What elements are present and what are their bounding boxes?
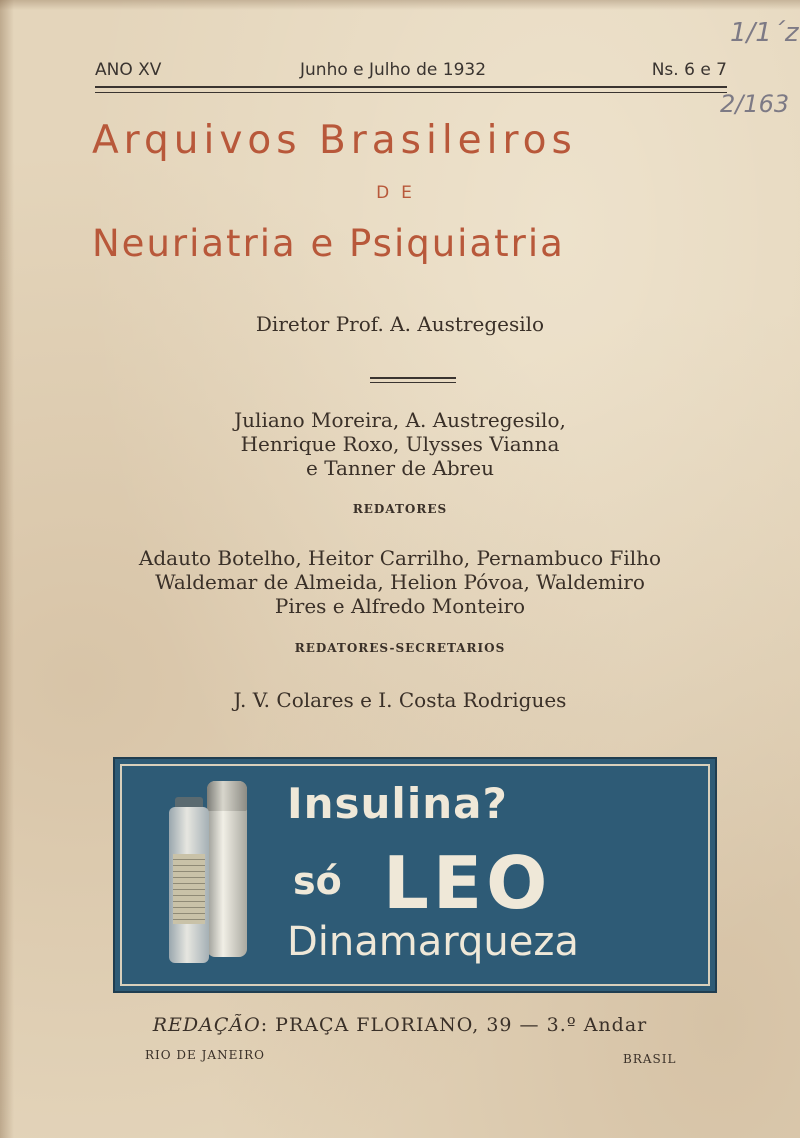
redatores-line: Adauto Botelho, Heitor Carrilho, Pernambuco Filho bbox=[138, 546, 662, 570]
address-label: REDAÇÃO bbox=[152, 1014, 261, 1036]
volume-label: ANO XV bbox=[95, 60, 162, 80]
insulin-vial-label bbox=[173, 854, 205, 924]
footer-country: BRASIL bbox=[623, 1052, 677, 1066]
director-line: Diretor Prof. A. Austregesilo bbox=[255, 312, 545, 336]
paper-top-shadow bbox=[0, 0, 800, 10]
ad-origin: Dinamarqueza bbox=[287, 919, 579, 965]
issue-header bbox=[95, 60, 727, 86]
issue-date: Junho e Julho de 1932 bbox=[300, 60, 487, 80]
journal-title-line1: Arquivos Brasileiros bbox=[92, 118, 577, 163]
editors-line: Juliano Moreira, A. Austregesilo, bbox=[234, 408, 566, 432]
editorial-address bbox=[0, 1014, 800, 1036]
redatores-heading: REDATORES bbox=[352, 502, 448, 516]
journal-title-line2: Neuriatria e Psiquiatria bbox=[92, 222, 565, 265]
ad-so-text: só bbox=[293, 859, 342, 903]
section-divider bbox=[370, 377, 456, 383]
address-text: : PRAÇA FLORIANO, 39 — 3.º Andar bbox=[260, 1014, 648, 1036]
redatores-line: Waldemar de Almeida, Helion Póvoa, Waldemiro bbox=[155, 570, 645, 594]
handwritten-annotation-top: 1/1´z bbox=[730, 18, 799, 48]
secretarios-heading: REDATORES-SECRETARIOS bbox=[294, 641, 506, 655]
redatores-block bbox=[0, 546, 800, 618]
journal-title-connector: DE bbox=[376, 183, 424, 203]
redatores-line: Pires e Alfredo Monteiro bbox=[274, 594, 526, 618]
issue-numbers: Ns. 6 e 7 bbox=[651, 60, 727, 80]
insulin-advertisement bbox=[113, 757, 717, 993]
handwritten-annotation-title: 2/163 bbox=[720, 90, 790, 118]
editors-line: e Tanner de Abreu bbox=[306, 456, 494, 480]
header-divider bbox=[95, 86, 727, 93]
editors-block bbox=[0, 408, 800, 480]
secretarios-names: J. V. Colares e I. Costa Rodrigues bbox=[233, 688, 567, 712]
editors-line: Henrique Roxo, Ulysses Vianna bbox=[240, 432, 560, 456]
insulin-tube-cap bbox=[207, 781, 247, 811]
footer-city: RIO DE JANEIRO bbox=[145, 1048, 265, 1062]
ad-brand: LEO bbox=[383, 841, 552, 925]
ad-headline: Insulina? bbox=[287, 779, 508, 828]
